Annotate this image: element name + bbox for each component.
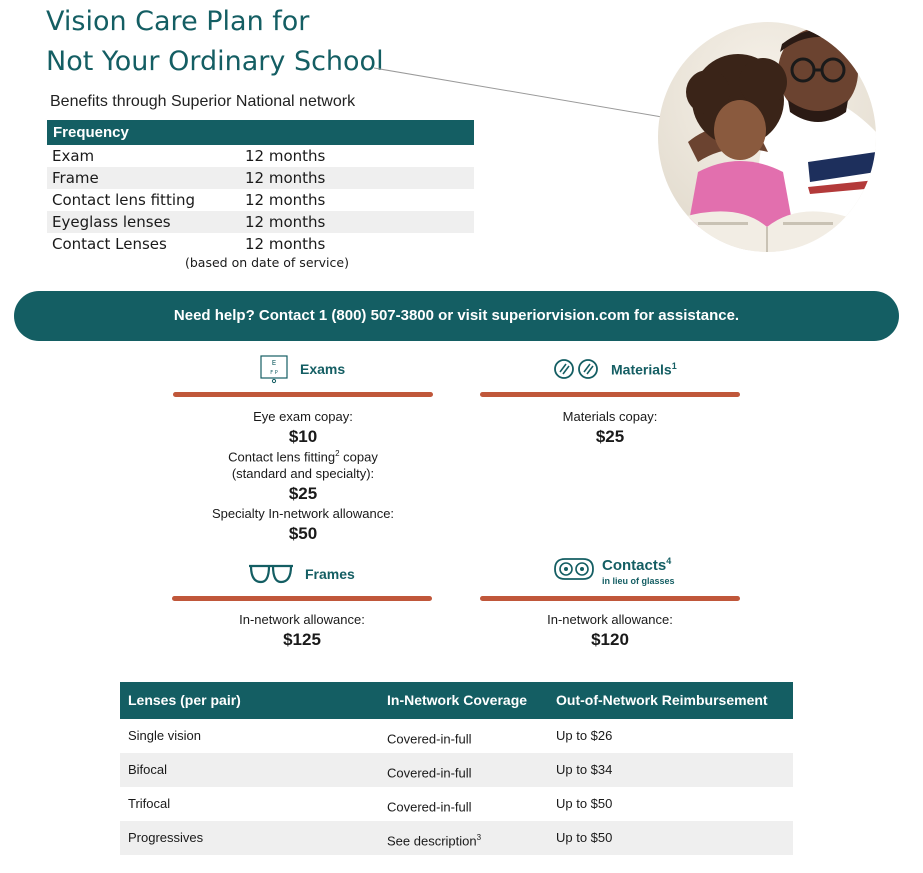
svg-text:E: E [271,359,277,367]
help-banner: Need help? Contact 1 (800) 507-3800 or visit superiorvision.com for assistance. [14,291,899,341]
out-of-network-reimbursement: Up to $26 [556,728,613,743]
frequency-row [47,211,474,233]
frequency-item: Exam [52,147,95,165]
frequency-value: 12 months [245,191,326,209]
eye-chart-icon [259,354,289,389]
contact-fitting-copay-label-line2: (standard and specialty): [231,466,375,481]
in-network-coverage: Covered-in-full [387,731,472,747]
contacts-allowance-label: In-network allowance: [547,612,673,627]
table-row [120,753,793,787]
in-network-coverage: Covered-in-full [387,765,472,781]
column-header-in-network: In-Network Coverage [387,692,528,708]
lenses-table-header [120,682,793,719]
column-header-out-of-network: Out-of-Network Reimbursement [556,692,768,708]
lens-type: Bifocal [128,762,168,777]
frequency-row [47,233,474,255]
frequency-value: 12 months [245,147,326,165]
frequency-item: Contact Lenses [52,235,167,253]
contacts-subtitle: in lieu of glasses [602,576,675,586]
contact-fitting-copay-label: Contact lens fitting$^2$ copay [228,449,378,465]
glasses-icon [247,562,295,591]
materials-copay-label: Materials copay: [562,409,658,424]
contacts-title: Contacts$^4$ [602,556,672,574]
in-network-coverage: See description$^3$ [387,833,482,849]
frequency-item: Eyeglass lenses [52,213,171,231]
table-row [120,719,793,753]
page-title-school: Not Your Ordinary School [46,46,384,77]
out-of-network-reimbursement: Up to $50 [556,796,613,811]
contacts-allowance-amount: $120 [591,630,629,649]
frequency-item: Frame [52,169,99,187]
materials-title: Materials$^1$ [611,361,677,378]
frequency-value: 12 months [245,235,326,253]
specialty-allowance-label: Specialty In-network allowance: [211,506,395,521]
frequency-value: 12 months [245,213,326,231]
contact-fitting-copay-amount: $25 [288,484,318,503]
contacts-divider [480,596,740,601]
lens-type: Trifocal [128,796,171,811]
specialty-allowance-amount: $50 [288,524,318,543]
frequency-table [47,120,474,255]
frequency-heading: Frequency [47,120,474,145]
svg-text:F P: F P [270,370,278,376]
frequency-row [47,145,474,167]
family-reading-photo [658,22,876,252]
eye-exam-copay-amount: $10 [288,427,318,446]
lens-pair-icon [553,358,601,385]
frequency-item: Contact lens fitting [52,191,196,209]
lenses-table [120,682,793,855]
frequency-row [47,189,474,211]
exams-divider [173,392,433,397]
frequency-note: (based on date of service) [185,255,349,270]
lens-type: Progressives [128,830,204,845]
contact-lens-case-icon [551,557,597,586]
out-of-network-reimbursement: Up to $34 [556,762,613,777]
frames-title: Frames [305,566,355,582]
frames-divider [172,596,432,601]
column-header-lenses: Lenses (per pair) [128,692,241,708]
network-subtitle: Benefits through Superior National network [50,93,356,110]
eye-exam-copay-label: Eye exam copay: [253,409,353,424]
exams-title: Exams [300,361,346,377]
table-row [120,787,793,821]
frames-allowance-label: In-network allowance: [239,612,365,627]
lens-type: Single vision [128,728,201,743]
table-row [120,821,793,855]
frames-allowance-amount: $125 [283,630,321,649]
frequency-row [47,167,474,189]
page-title: Vision Care Plan for [46,6,310,37]
materials-divider [480,392,740,397]
out-of-network-reimbursement: Up to $50 [556,830,613,845]
materials-copay-amount: $25 [595,427,625,446]
frequency-value: 12 months [245,169,326,187]
in-network-coverage: Covered-in-full [387,799,472,815]
